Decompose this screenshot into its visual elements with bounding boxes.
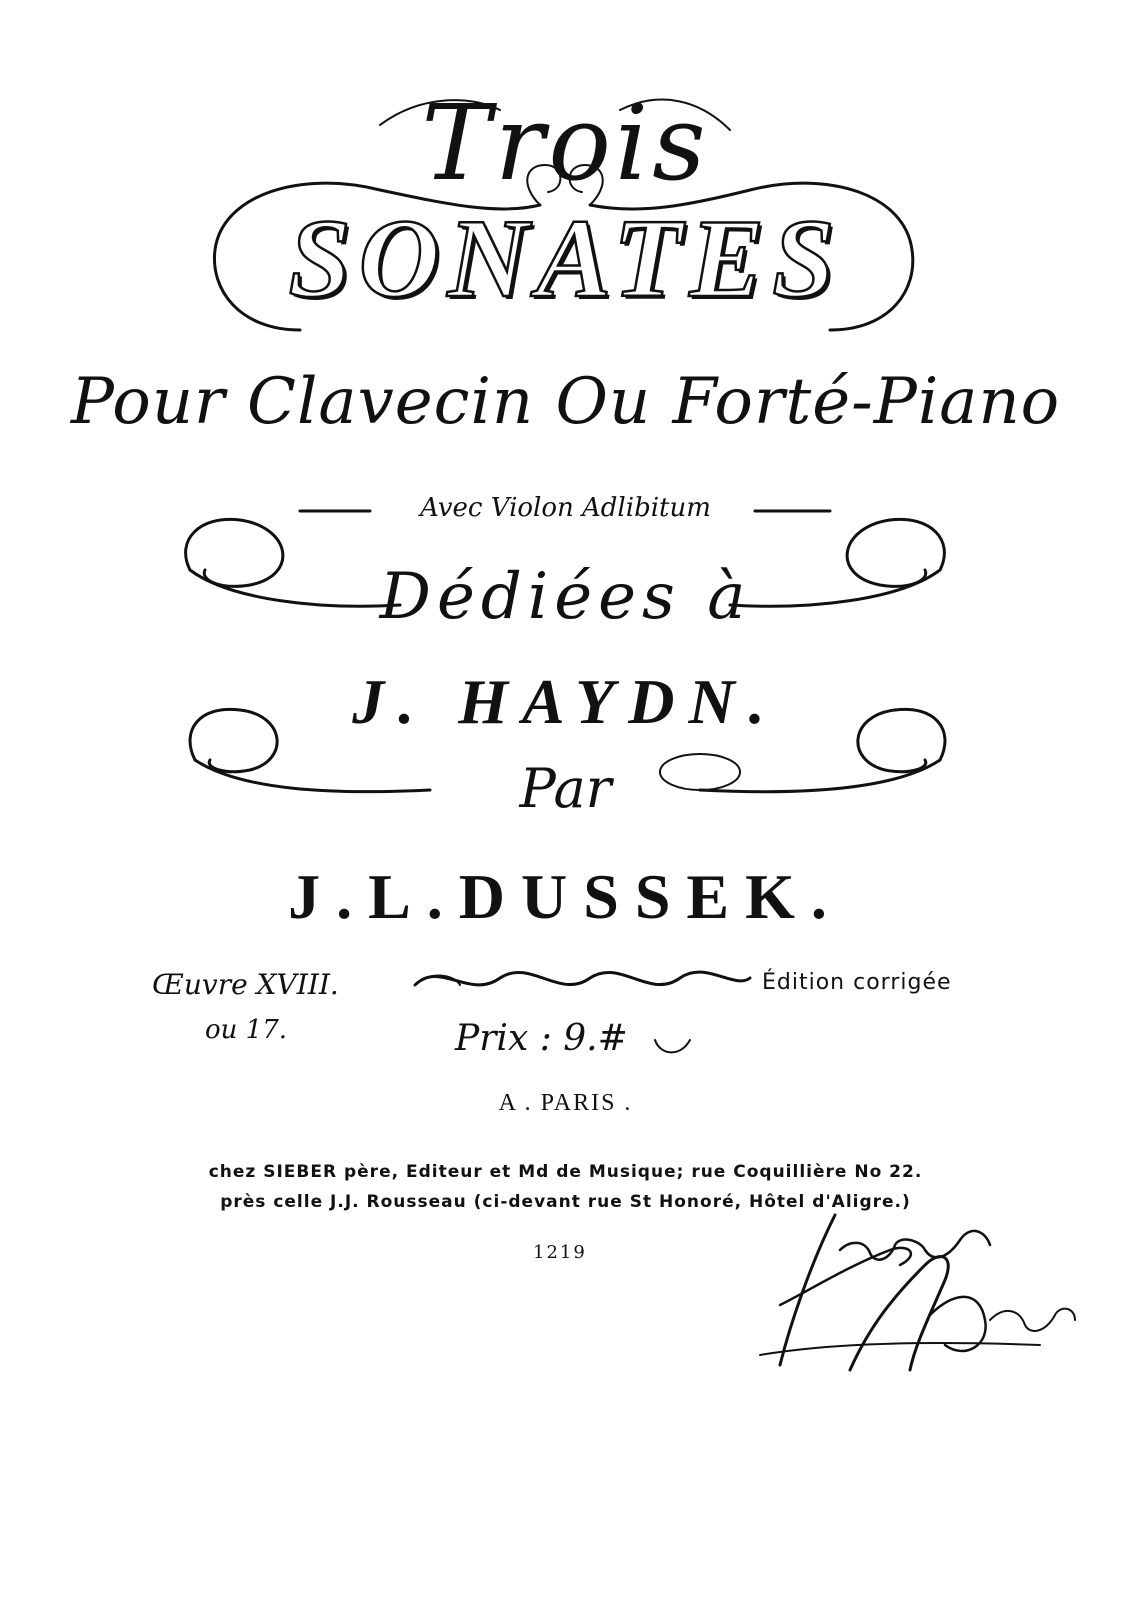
- publisher-line-1: chez SIEBER père, Editeur et Md de Musique; rue Coquillière No 22.: [208, 1162, 923, 1182]
- composer-name: J.L.DUSSEK.: [288, 861, 843, 932]
- instrumentation: Pour Clavecin Ou Forté-Piano: [70, 365, 1061, 439]
- city: A . PARIS .: [498, 1090, 633, 1116]
- opus-label: Œuvre XVIII.: [152, 968, 339, 1001]
- title-line-1: Trois: [421, 82, 710, 204]
- by-label: Par: [519, 757, 612, 820]
- dedication-label: Dédiées à: [379, 560, 752, 634]
- violin-note: Avec Violon Adlibitum: [420, 493, 711, 523]
- edition-note: Édition corrigée: [762, 970, 952, 995]
- title-line-2: SONATES: [288, 197, 843, 321]
- plate-number: 1219: [533, 1242, 587, 1263]
- opus-alternate: ou 17.: [205, 1015, 288, 1045]
- publisher-signature: [740, 1195, 1100, 1385]
- price: Prix : 9.#: [455, 1018, 628, 1059]
- publisher-line-2: près celle J.J. Rousseau (ci-devant rue St Honoré, Hôtel d'Aligre.): [220, 1192, 911, 1212]
- dedicatee-name: J. HAYDN.: [352, 666, 779, 737]
